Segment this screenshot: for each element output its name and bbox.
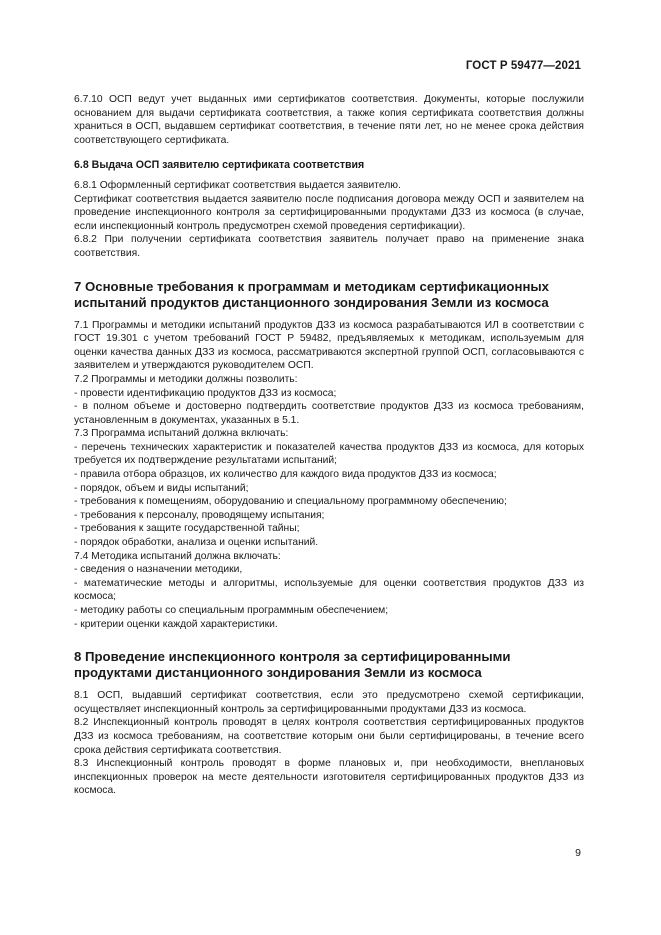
paragraph: - математические методы и алгоритмы, используемые для оценки соответствия продуктов ДЗЗ из космоса;	[74, 577, 584, 603]
page-number: 9	[575, 847, 581, 859]
paragraph: - правила отбора образцов, их количество для каждого вида продуктов ДЗЗ из космоса;	[74, 469, 497, 481]
paragraph: 7.4 Методика испытаний должна включать:	[74, 550, 281, 562]
paragraph: - требования к помещениям, оборудованию и специальному программному обеспечению;	[74, 496, 507, 508]
standard-header: ГОСТ Р 59477—2021	[465, 60, 581, 72]
paragraph: 7.1 Программы и методики испытаний продуктов ДЗЗ из космоса разрабатываются ИЛ в соответствии с ГОСТ 19.301 с учетом требований ГОСТ Р 59482, предъявляемых к методикам, используемым для оценки качества данных ДЗЗ из космоса, рассматриваются экспертной группой ОСП, согласовываются с заявителем и утверждаются руководителем ОСП.	[74, 319, 584, 372]
paragraph: - провести идентификацию продуктов ДЗЗ из космоса;	[74, 387, 337, 399]
paragraph: Сертификат соответствия выдается заявителю после подписания договора между ОСП и заявителем на проведение инспекционного контроля за сертифицированными продуктами ДЗЗ из космоса (в случае, если инспекционный контроль предусмотрен схемой проведения сертификации).	[74, 193, 584, 232]
paragraph: - в полном объеме и достоверно подтвердить соответствие продуктов ДЗЗ из космоса требованиям, установленным в документах, указанных в 5.1.	[74, 401, 584, 426]
paragraph: - требования к персоналу, проводящему испытания;	[74, 509, 325, 521]
paragraph: 6.8.1 Оформленный сертификат соответствия выдается заявителю.	[74, 179, 401, 191]
paragraph: 6.7.10 ОСП ведут учет выданных ими сертификатов соответствия. Документы, которые послужили основанием для выдачи сертификата соответствия, а также копия сертификата соответствия должны храниться в ОСП, выдавшем сертификат соответствия, в течение пяти лет, но не менее срока действия соответствующего сертификата.	[74, 94, 584, 146]
paragraph: 8.2 Инспекционный контроль проводят в целях контроля соответствия сертифицированных продуктов ДЗЗ из космоса требованиям, на соответствие которым они были сертифицированы, в течение всего срока действия сертификата соответствия.	[74, 717, 584, 756]
paragraph: - порядок, объем и виды испытаний;	[74, 482, 249, 494]
subsection-heading: 6.8 Выдача ОСП заявителю сертификата соответствия	[74, 159, 365, 172]
paragraph: 6.8.2 При получении сертификата соответствия заявитель получает право на применение знака соответствия.	[74, 234, 584, 259]
section-heading: 8 Проведение инспекционного контроля за сертифицированными продуктами дистанционного зондирования Земли из космоса	[74, 649, 511, 681]
paragraph: - методику работы со специальным программным обеспечением;	[74, 605, 389, 616]
paragraph: - порядок обработки, анализа и оценки испытаний.	[74, 537, 319, 549]
section-heading: 7 Основные требования к программам и методикам сертификационных испытаний продуктов дистанционного зондирования Земли из космоса	[74, 278, 550, 310]
paragraph: 8.1 ОСП, выдавший сертификат соответствия, если это предусмотрено схемой сертификации, осуществляет инспекционный контроль за сертифицированными продуктами ДЗЗ из космоса.	[74, 690, 584, 715]
paragraph: - требования к защите государственной тайны;	[74, 523, 300, 535]
paragraph: - перечень технических характеристик и показателей качества продуктов ДЗЗ из космоса, для которых требуется их подтверждение результатами испытаний;	[74, 441, 584, 467]
paragraph: 7.2 Программы и методики должны позволить:	[74, 373, 298, 385]
paragraph: - критерии оценки каждой характеристики.	[74, 618, 278, 630]
paragraph: - сведения о назначении методики,	[74, 564, 243, 576]
document-body	[74, 93, 584, 798]
paragraph: 8.3 Инспекционный контроль проводят в форме плановых и, при необходимости, внеплановых инспекционных проверок на месте деятельности изготовителя сертифицированных продуктов ДЗЗ из космоса.	[74, 758, 584, 797]
paragraph: 7.3 Программа испытаний должна включать:	[74, 428, 289, 440]
